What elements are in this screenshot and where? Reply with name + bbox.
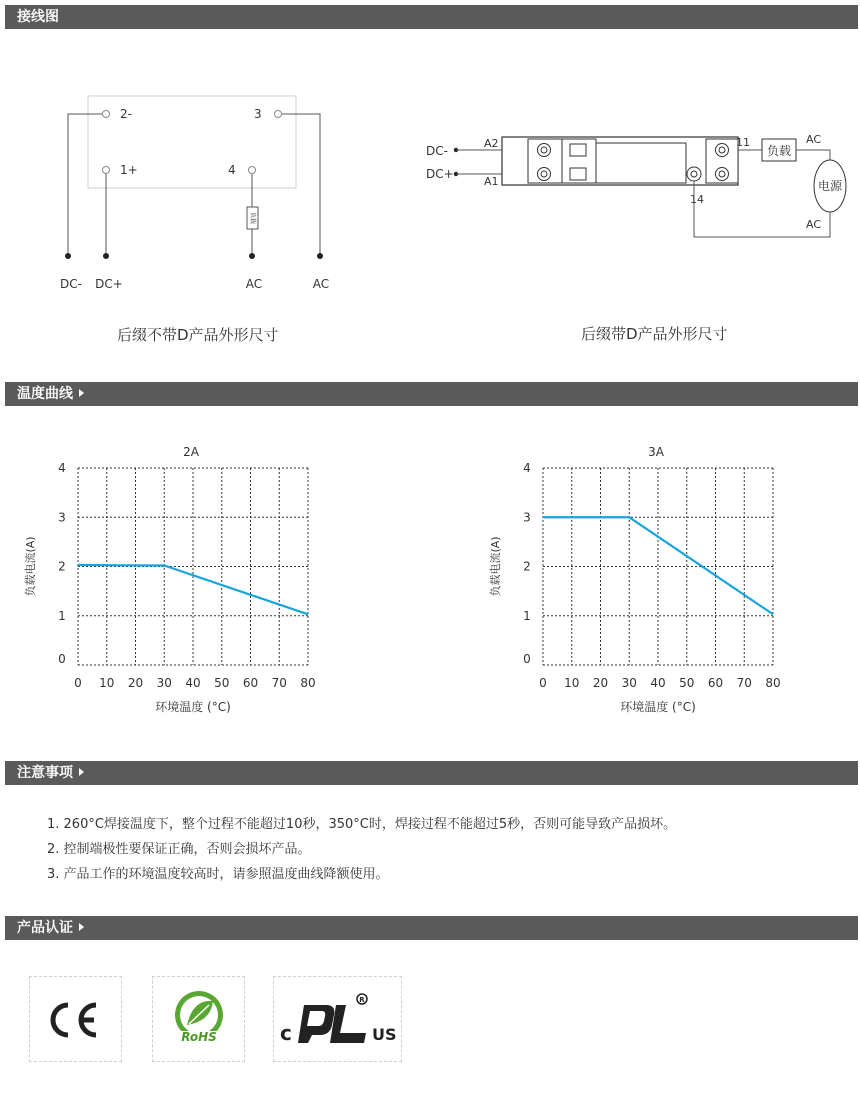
x-tick-label: 70 — [271, 676, 287, 690]
derating-chart-2a — [20, 440, 340, 720]
terminal-3 — [275, 111, 282, 118]
note-item: 2. 控制端极性要保证正确，否则会损坏产品。 — [47, 842, 311, 857]
ul-logo — [274, 977, 401, 1061]
notes-list — [47, 812, 676, 887]
terminal-4 — [249, 167, 256, 174]
fuse-a1 — [570, 168, 586, 180]
screw-a1 — [538, 168, 551, 181]
note-item: 3. 产品工作的环境温度较高时，请参照温度曲线降额使用。 — [47, 867, 389, 882]
section-header-temp-curve: 温度曲线 — [5, 382, 858, 406]
label-14: 14 — [690, 193, 704, 206]
y-tick-label: 1 — [58, 608, 66, 623]
cert-ul — [273, 976, 402, 1062]
x-tick-label: 60 — [242, 676, 259, 690]
x-tick-label: 0 — [74, 676, 82, 690]
x-axis-label: 环境温度 (°C) — [620, 700, 696, 714]
label-dc-plus-right: DC+ — [426, 167, 454, 181]
terminal-2 — [103, 111, 110, 118]
y-tick-label: 2 — [523, 559, 531, 574]
screw-a2 — [538, 144, 551, 157]
x-tick-label: 60 — [707, 676, 724, 690]
x-tick-label: 50 — [679, 676, 695, 690]
x-tick-label: 80 — [300, 676, 316, 690]
pin-1-label: 1+ — [120, 163, 138, 177]
screw-11 — [716, 144, 729, 157]
pin-3-label: 3 — [254, 107, 262, 121]
x-tick-label: 20 — [127, 676, 144, 690]
label-ac-bottom: AC — [806, 218, 822, 231]
power-source-label: 电源 — [817, 179, 843, 193]
arrow-right-icon — [79, 768, 84, 776]
x-tick-label: 80 — [765, 676, 781, 690]
y-tick-label: 0 — [58, 652, 66, 666]
wiring-right-caption: 后缀带D产品外形尺寸 — [581, 325, 728, 343]
x-tick-label: 10 — [99, 676, 115, 690]
chart-title: 3A — [648, 445, 664, 459]
dot-ac-2 — [317, 253, 323, 259]
x-tick-label: 20 — [592, 676, 609, 690]
label-a2: A2 — [484, 137, 499, 150]
label-ac-top: AC — [806, 133, 822, 146]
y-tick-label: 1 — [523, 608, 531, 623]
y-tick-label: 4 — [523, 461, 531, 475]
note-item: 1. 260°C焊接温度下，整个过程不能超过10秒，350°C时，焊接过程不能超过5秒，否则可能导致产品损坏。 — [47, 817, 677, 832]
label-dc-minus-right: DC- — [426, 144, 448, 158]
cert-rohs — [152, 976, 245, 1062]
cert-ce — [29, 976, 122, 1062]
x-tick-label: 40 — [185, 676, 201, 690]
y-tick-label: 4 — [58, 461, 66, 475]
ce-logo — [30, 977, 121, 1061]
x-tick-label: 70 — [736, 676, 752, 690]
wire-dc-minus — [68, 114, 102, 256]
pin-2-label: 2- — [120, 107, 132, 121]
arrow-right-icon — [79, 923, 84, 931]
x-tick-label: 30 — [156, 676, 172, 690]
rohs-logo — [153, 977, 244, 1061]
y-axis-label: 负载电流(A) — [24, 536, 37, 597]
screw-aux — [687, 167, 701, 181]
label-ac-2: AC — [312, 277, 330, 291]
screw-14 — [716, 168, 729, 181]
section-header-wiring: 接线图 — [5, 5, 858, 29]
label-11: 11 — [736, 136, 750, 149]
x-tick-label: 50 — [214, 676, 230, 690]
ul-c-label: c — [280, 1021, 292, 1045]
wiring-diagram-left — [50, 90, 350, 305]
x-tick-label: 10 — [564, 676, 580, 690]
x-tick-label: 0 — [539, 676, 547, 690]
y-tick-label: 3 — [523, 510, 531, 525]
wire-load-source — [796, 150, 830, 161]
load-box-label: 负载 — [249, 211, 256, 225]
rohs-label: RoHS — [181, 1030, 217, 1044]
wire-ac-right — [282, 114, 320, 256]
y-tick-label: 3 — [58, 510, 66, 525]
svg-text:CE: CE — [30, 977, 32, 978]
x-tick-label: 40 — [650, 676, 666, 690]
dot-dc-plus — [103, 253, 109, 259]
ul-us-label: US — [372, 1025, 397, 1044]
wiring-left-caption: 后缀不带D产品外形尺寸 — [117, 326, 279, 344]
label-dc-minus: DC- — [60, 277, 82, 291]
ul-registered-mark: R — [359, 996, 365, 1004]
label-ac-1: AC — [245, 277, 263, 291]
x-axis-label: 环境温度 (°C) — [155, 700, 231, 714]
y-tick-label: 2 — [58, 559, 66, 574]
derating-chart-3a — [485, 440, 805, 720]
x-tick-label: 30 — [621, 676, 637, 690]
label-a1: A1 — [484, 175, 499, 188]
dot-ac-1 — [249, 253, 255, 259]
arrow-right-icon — [79, 389, 84, 397]
pin-4-label: 4 — [228, 163, 236, 177]
y-axis-label: 负载电流(A) — [489, 536, 502, 597]
terminal-1 — [103, 167, 110, 174]
load-box-right-label: 负载 — [766, 144, 792, 158]
y-tick-label: 0 — [523, 652, 531, 666]
label-dc-plus: DC+ — [95, 277, 123, 291]
wiring-diagram-right — [420, 125, 860, 250]
chart-title: 2A — [183, 445, 199, 459]
section-header-certs: 产品认证 — [5, 916, 858, 940]
din-relay-center — [596, 143, 686, 183]
fuse-a2 — [570, 144, 586, 156]
dot-dc-minus — [65, 253, 71, 259]
section-header-notes: 注意事项 — [5, 761, 858, 785]
